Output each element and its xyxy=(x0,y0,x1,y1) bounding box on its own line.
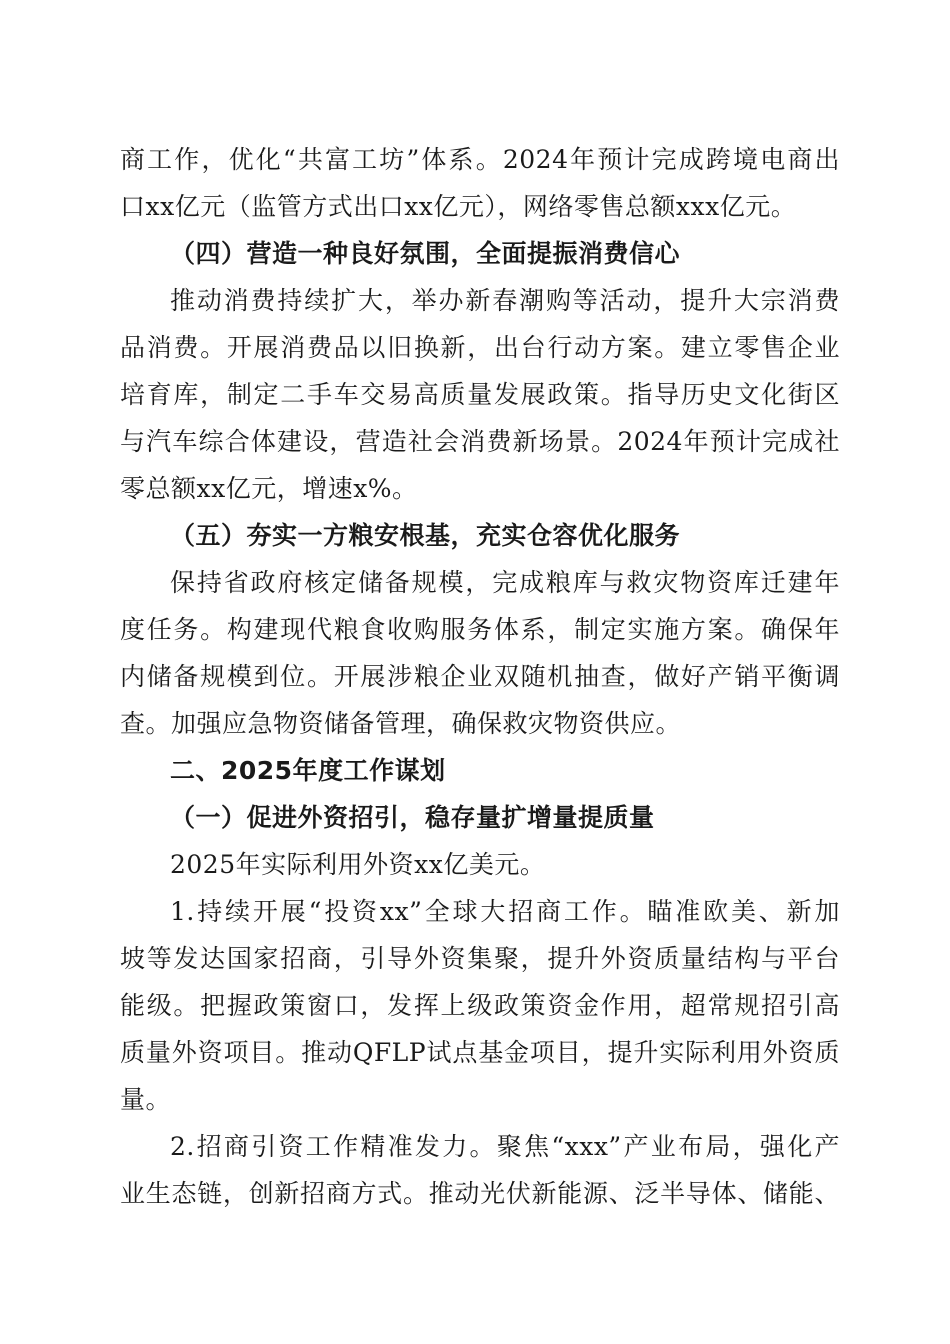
body-line: 能级。把握政策窗口，发挥上级政策资金作用，超常规招引高 xyxy=(120,991,840,1020)
body-line: 口xx亿元（监管方式出口xx亿元），网络零售总额xxx亿元。 xyxy=(120,192,797,221)
body-line: 业生态链，创新招商方式。推动光伏新能源、泛半导体、储能、 xyxy=(120,1179,840,1208)
body-line: 1.持续开展“投资xx”全球大招商工作。瞄准欧美、新加 xyxy=(170,897,840,926)
body-line: 2.招商引资工作精准发力。聚焦“xxx”产业布局，强化产 xyxy=(170,1132,840,1161)
section-heading-two: 二、2025年度工作谋划 xyxy=(170,756,446,785)
body-line: 坡等发达国家招商，引导外资集聚，提升外资质量结构与平台 xyxy=(120,944,840,973)
subheading-five: （五）夯实一方粮安根基，充实仓容优化服务 xyxy=(170,521,681,550)
body-line: 与汽车综合体建设，营造社会消费新场景。2024年预计完成社 xyxy=(120,427,840,456)
body-line: 量。 xyxy=(120,1085,172,1114)
body-line: 保持省政府核定储备规模，完成粮库与救灾物资库迁建年 xyxy=(170,568,840,597)
body-line: 质量外资项目。推动QFLP试点基金项目，提升实际利用外资质 xyxy=(120,1038,840,1067)
body-line: 度任务。构建现代粮食收购服务体系，制定实施方案。确保年 xyxy=(120,615,840,644)
body-line: 商工作，优化“共富工坊”体系。2024年预计完成跨境电商出 xyxy=(120,145,840,174)
body-line: 零总额xx亿元，增速x%。 xyxy=(120,474,418,503)
subheading-four: （四）营造一种良好氛围，全面提振消费信心 xyxy=(170,239,681,268)
body-line: 推动消费持续扩大，举办新春潮购等活动，提升大宗消费 xyxy=(170,286,840,315)
body-line: 培育库，制定二手车交易高质量发展政策。指导历史文化街区 xyxy=(120,380,840,409)
body-line: 查。加强应急物资储备管理，确保救灾物资供应。 xyxy=(120,709,682,738)
body-line: 2025年实际利用外资xx亿美元。 xyxy=(170,850,546,879)
body-line: 品消费。开展消费品以旧换新，出台行动方案。建立零售企业 xyxy=(120,333,840,362)
subheading-one: （一）促进外资招引，稳存量扩增量提质量 xyxy=(170,803,655,832)
body-line: 内储备规模到位。开展涉粮企业双随机抽查，做好产销平衡调 xyxy=(120,662,840,691)
